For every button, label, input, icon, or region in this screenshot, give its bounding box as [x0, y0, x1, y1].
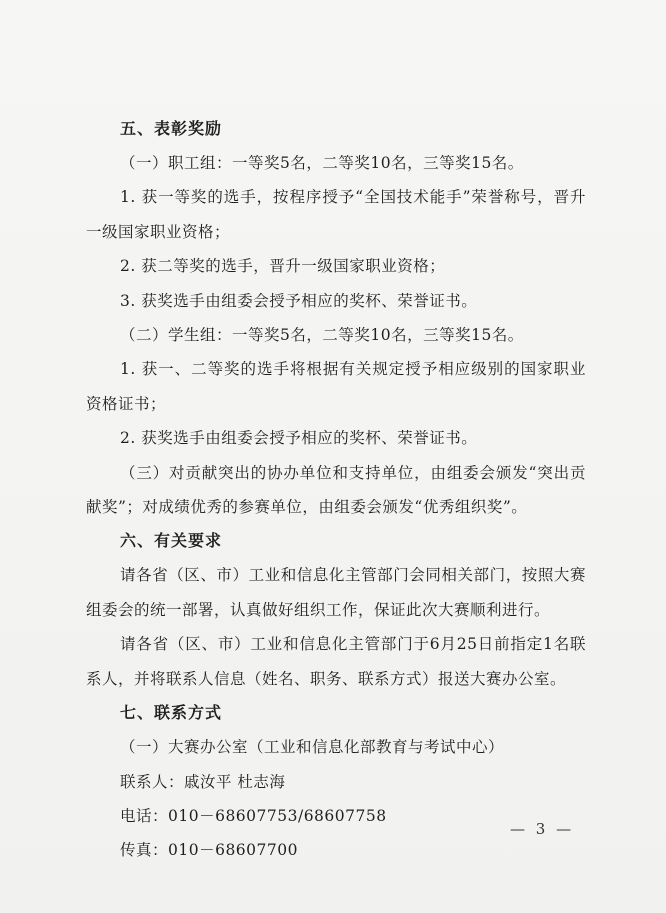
page-number: — 3 —: [510, 820, 575, 838]
section-heading-awards: 五、表彰奖励: [120, 119, 223, 138]
contact-persons: 联系人：戚汝平 杜志海: [120, 772, 286, 791]
contact-fax: 传真：010－68607700: [120, 841, 298, 860]
paragraph: （一）职工组：一等奖5名，二等奖10名，三等奖15名。: [120, 154, 524, 172]
paragraph: 2. 获二等奖的选手，晋升一级国家职业资格；: [120, 257, 446, 276]
paragraph: （三）对贡献突出的协办单位和支持单位，由组委会颁发“突出贡献奖”；对成绩优秀的参赛单位，由组委会颁发“优秀组织奖”。: [86, 463, 586, 517]
paragraph: 1. 获一、二等奖的选手将根据有关规定授予相应级别的国家职业资格证书；: [86, 360, 586, 413]
section-heading-requirements: 六、有关要求: [120, 531, 223, 551]
paragraph: 请各省（区、市）工业和信息化主管部门于6月25日前指定1名联系人，并将联系人信息（姓名、职务、联系方式）报送大赛办公室。: [86, 635, 586, 688]
paragraph: （二）学生组：一等奖5名，二等奖10名，三等奖15名。: [120, 326, 524, 345]
contact-office: （一）大赛办公室（工业和信息化部教育与考试中心）: [120, 738, 505, 757]
paragraph: 3. 获奖选手由组委会授予相应的奖杯、荣誉证书。: [120, 291, 478, 310]
paragraph: 1. 获一等奖的选手，按程序授予“全国技术能手”荣誉称号，晋升一级国家职业资格；: [86, 188, 586, 241]
contact-phone: 电话：010－68607753/68607758: [120, 806, 387, 825]
paragraph: 请各省（区、市）工业和信息化主管部门会同相关部门，按照大赛组委会的统一部署，认真做好组织工作，保证此次大赛顺利进行。: [86, 566, 586, 619]
document-body: [86, 112, 586, 868]
section-heading-contact: 七、联系方式: [120, 703, 223, 723]
paragraph: 2. 获奖选手由组委会授予相应的奖杯、荣誉证书。: [120, 429, 478, 448]
